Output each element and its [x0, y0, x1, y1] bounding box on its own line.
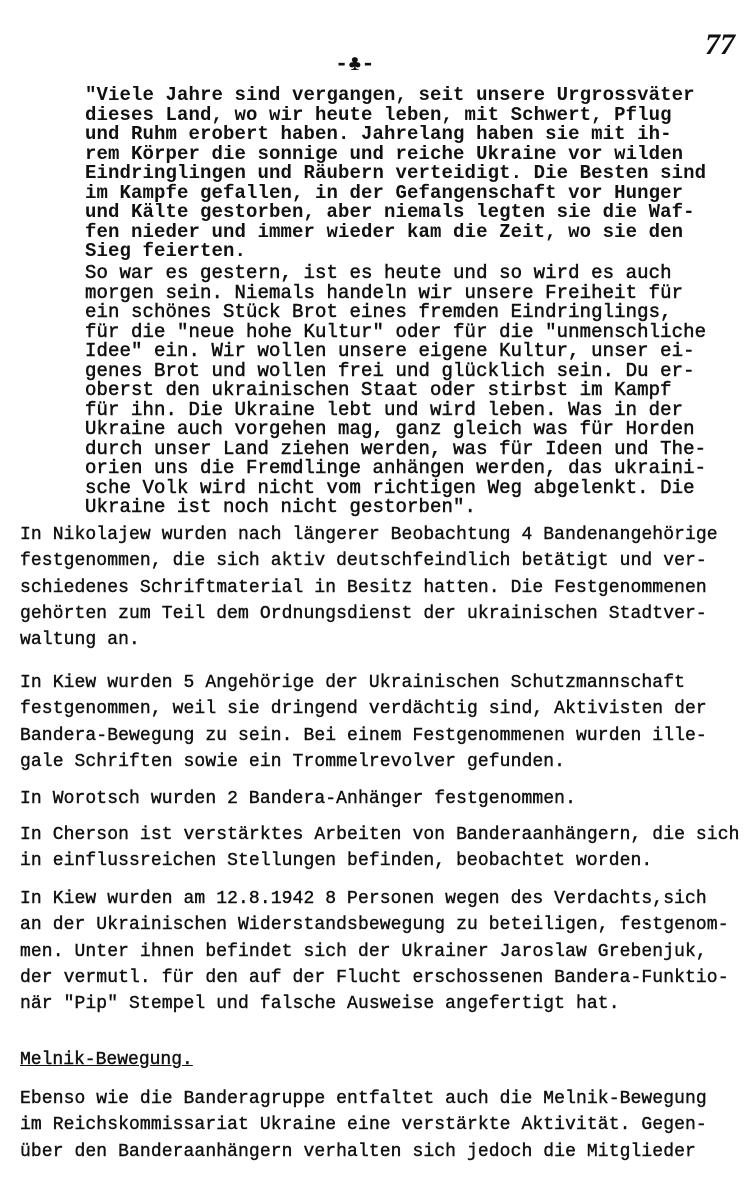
text-line: waltung an.: [20, 630, 140, 651]
text-line: in einflussreichen Stellungen befinden, beobachtet worden.: [20, 851, 653, 872]
page-number: 77: [705, 28, 735, 61]
text-line: gale Schriften sowie ein Trommelrevolver gefunden.: [20, 751, 566, 772]
text-line: über den Banderaanhängern verhalten sich jedoch die Mitglieder: [20, 1141, 696, 1162]
text-line: für die "neue hohe Kultur" oder für die "unmenschliche: [85, 320, 707, 343]
text-line: Sieg feierten.: [85, 240, 247, 262]
text-line: In Cherson ist verstärktes Arbeiten von Banderaanhängern, die sich: [20, 825, 740, 845]
ornament-divider: -♣-: [335, 52, 375, 77]
text-line: So war es gestern, ist es heute und so wird es auch: [85, 262, 672, 284]
report-paragraph-kiew-arrests: [20, 886, 729, 1017]
text-line: der vermutl. für den auf der Flucht erschossenen Bandera-Funktio-: [20, 967, 729, 988]
quote-paragraph-1: [85, 86, 706, 262]
section-heading-melnik: Melnik-Bewegung.: [20, 1050, 193, 1070]
text-line: im Kampfe gefallen, in der Gefangenschaft vor Hunger: [85, 181, 684, 204]
text-line: gehörten zum Teil dem Ordnungsdienst der ukrainischen Stadtver-: [20, 603, 707, 624]
text-line: Idee" ein. Wir wollen unsere eigene Kultur, unser ei-: [85, 340, 695, 362]
text-line: rem Körper die sonnige und reiche Ukraine vor wilden: [85, 142, 684, 165]
text-line: fen nieder und immer wieder kam die Zeit, wo sie den: [85, 220, 684, 243]
text-line: genes Brot und wollen frei und glücklich sein. Du er-: [85, 359, 695, 382]
text-line: dieses Land, wo wir heute leben, mit Schwert, Pflug: [85, 103, 672, 126]
text-line: an der Ukrainischen Widerstandsbewegung zu beteiligen, festgenom-: [20, 915, 729, 936]
text-line: für ihn. Die Ukraine lebt und wird leben. Was in der: [85, 398, 684, 421]
text-line: und Ruhm erobert haben. Jahrelang haben sie mit ih-: [85, 123, 672, 145]
text-line: morgen sein. Niemals handeln wir unsere Freiheit für: [85, 281, 684, 304]
text-line: Bandera-Bewegung zu sein. Bei einem Festgenommenen wurden ille-: [20, 725, 707, 746]
text-line: In Kiew wurden am 12.8.1942 8 Personen wegen des Verdachts,sich: [20, 889, 707, 909]
report-paragraph-worotsch: [20, 786, 576, 812]
text-line: festgenommen, die sich aktiv deutschfeindlich betätigt und ver-: [20, 551, 707, 572]
section-paragraph-melnik: [20, 1086, 707, 1165]
text-line: Eindringlingen und Räubern verteidigt. Die Besten sind: [85, 162, 707, 184]
report-paragraph-nikolajew: [20, 522, 718, 653]
text-line: Ebenso wie die Banderagruppe entfaltet auch die Melnik-Bewegung: [20, 1089, 707, 1109]
text-line: orien uns die Fremdlinge anhängen werden, das ukraini-: [85, 457, 707, 479]
text-line: men. Unter ihnen befindet sich der Ukrainer Jaroslaw Grebenjuk,: [20, 941, 707, 962]
text-line: Ukraine auch vorgehen mag, ganz gleich was für Horden: [85, 418, 695, 440]
text-line: när "Pip" Stempel und falsche Ausweise angefertigt hat.: [20, 994, 620, 1015]
text-line: und Kälte gestorben, aber niemals legten sie die Waf-: [85, 201, 695, 223]
text-line: In Worotsch wurden 2 Bandera-Anhänger festgenommen.: [20, 789, 576, 809]
text-line: In Kiew wurden 5 Angehörige der Ukrainischen Schutzmannschaft: [20, 673, 686, 693]
text-line: sche Volk wird nicht vom richtigen Weg abgelenkt. Die: [85, 476, 695, 499]
text-line: schiedenes Schriftmaterial in Besitz hatten. Die Festgenommenen: [20, 577, 707, 598]
text-line: In Nikolajew wurden nach längerer Beobachtung 4 Bandenangehörige: [20, 525, 718, 545]
text-line: im Reichskommissariat Ukraine eine verstärkte Aktivität. Gegen-: [20, 1115, 707, 1136]
report-paragraph-kiew-schutzmannschaft: [20, 670, 707, 775]
report-paragraph-cherson: [20, 822, 740, 875]
text-line: oberst den ukrainischen Staat oder stirbst im Kampf: [85, 379, 672, 401]
text-line: durch unser Land ziehen werden, was für Ideen und The-: [85, 437, 707, 460]
text-line: Ukraine ist noch nicht gestorben".: [85, 496, 477, 518]
quote-paragraph-2: [85, 264, 706, 518]
text-line: "Viele Jahre sind vergangen, seit unsere Urgrossväter: [85, 84, 695, 106]
text-line: festgenommen, weil sie dringend verdächtig sind, Aktivisten der: [20, 699, 707, 720]
text-line: ein schönes Stück Brot eines fremden Eindringlings,: [85, 301, 672, 323]
